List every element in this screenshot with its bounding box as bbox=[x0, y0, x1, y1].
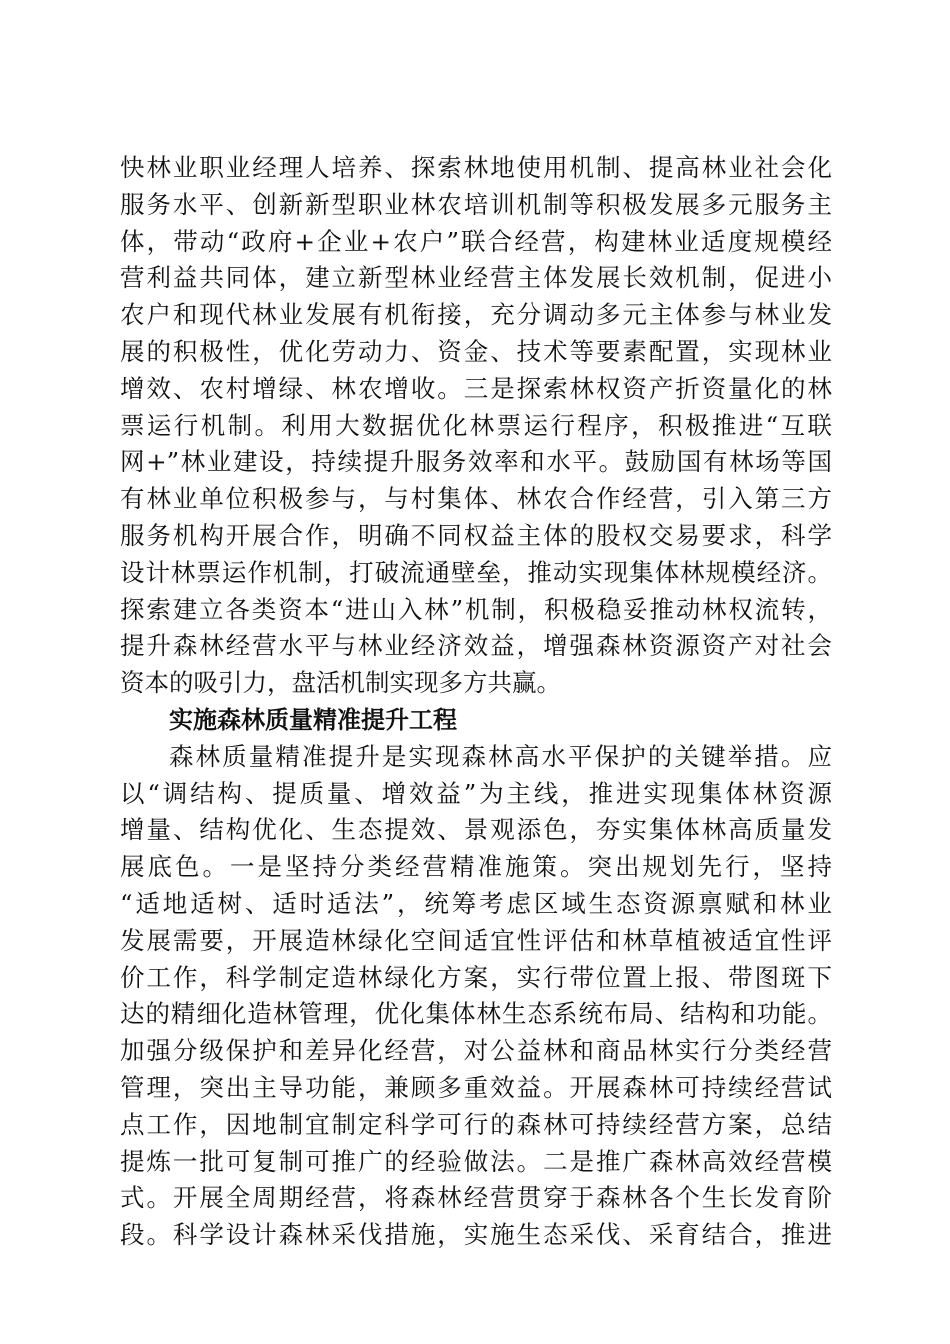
text-line: 快林业职业经理人培养、探索林地使用机制、提高林业社会化 bbox=[120, 153, 832, 182]
text-line: 体，带动“政府+企业+农户”联合经营，构建林业适度规模经 bbox=[120, 226, 832, 256]
text-line: 服务水平、创新新型职业林农培训机制等积极发展多元服务主 bbox=[120, 189, 832, 219]
text-line: 票运行机制。利用大数据优化林票运行程序，积极推进“互联 bbox=[120, 410, 832, 440]
text-line: 农户和现代林业发展有机衔接，充分调动多元主体参与林业发 bbox=[120, 300, 832, 330]
text-line: 段。科学设计森林采伐措施，实施生态采伐、采育结合，推进 bbox=[120, 1220, 832, 1250]
text-line: 展的积极性，优化劳动力、资金、技术等要素配置，实现林业 bbox=[120, 336, 832, 366]
document-page bbox=[120, 150, 832, 1254]
text-line: 森林质量精准提升是实现森林高水平保护的关键举措。应 bbox=[169, 741, 832, 771]
text-line: 服务机构开展合作，明确不同权益主体的股权交易要求，科学 bbox=[120, 520, 832, 550]
text-line: 资本的吸引力，盘活机制实现多方共赢。 bbox=[120, 668, 561, 698]
text-line: 展底色。一是坚持分类经营精准施策。突出规划先行，坚持 bbox=[120, 852, 832, 882]
text-line: 价工作，科学制定造林绿化方案，实行带位置上报、带图斑下 bbox=[120, 962, 832, 992]
paragraph-2 bbox=[120, 739, 832, 1254]
text-line: 营利益共同体，建立新型林业经营主体发展长效机制，促进小 bbox=[120, 263, 832, 293]
paragraph-1 bbox=[120, 150, 832, 702]
text-line: 加强分级保护和差异化经营，对公益林和商品林实行分类经营 bbox=[120, 1036, 832, 1066]
text-line: 探索建立各类资本“进山入林”机制，积极稳妥推动林权流转， bbox=[120, 594, 832, 624]
text-line: 以“调结构、提质量、增效益”为主线，推进实现集体林资源 bbox=[120, 778, 832, 808]
text-line: 式。开展全周期经营，将森林经营贯穿于森林各个生长发育阶 bbox=[120, 1183, 832, 1213]
text-line: 设计林票运作机制，打破流通壁垒，推动实现集体林规模经济。 bbox=[120, 557, 832, 587]
text-line: 提升森林经营水平与林业经济效益，增强森林资源资产对社会 bbox=[120, 631, 832, 661]
text-line: 网+”林业建设，持续提升服务效率和水平。鼓励国有林场等国 bbox=[120, 447, 832, 477]
text-line: 达的精细化造林管理，优化集体林生态系统布局、结构和功能。 bbox=[120, 999, 832, 1029]
section-heading: 实施森林质量精准提升工程 bbox=[169, 705, 457, 734]
text-line: 管理，突出主导功能，兼顾多重效益。开展森林可持续经营试 bbox=[120, 1072, 832, 1102]
text-line: “适地适树、适时适法”，统筹考虑区域生态资源禀赋和林业 bbox=[120, 888, 832, 918]
text-line: 增量、结构优化、生态提效、景观添色，夯实集体林高质量发 bbox=[120, 815, 832, 845]
text-line: 点工作，因地制宜制定科学可行的森林可持续经营方案，总结 bbox=[120, 1109, 832, 1139]
text-line: 有林业单位积极参与，与村集体、林农合作经营，引入第三方 bbox=[120, 484, 832, 514]
text-line: 提炼一批可复制可推广的经验做法。二是推广森林高效经营模 bbox=[120, 1146, 832, 1176]
text-line: 发展需要，开展造林绿化空间适宜性评估和林草植被适宜性评 bbox=[120, 925, 832, 955]
text-line: 增效、农村增绿、林农增收。三是探索林权资产折资量化的林 bbox=[120, 373, 832, 403]
